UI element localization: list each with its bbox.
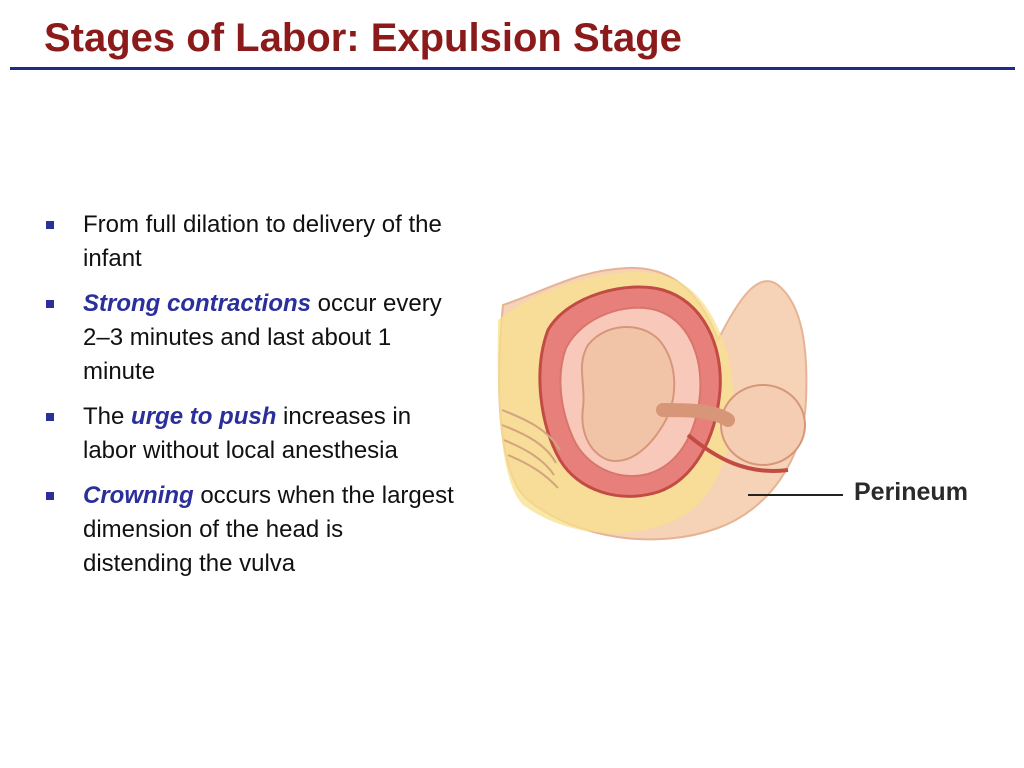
square-bullet-icon	[46, 221, 54, 229]
bullet-item	[46, 400, 456, 468]
bullet-item	[46, 208, 456, 276]
title-divider	[10, 67, 1015, 70]
slide-title: Stages of Labor: Expulsion Stage	[44, 16, 682, 60]
fetus-head	[721, 385, 805, 465]
bullet-item	[46, 479, 456, 581]
square-bullet-icon	[46, 413, 54, 421]
bullet-prefix: The	[83, 403, 132, 430]
bullet-item	[46, 287, 456, 389]
bullet-text: From full dilation to delivery of the infant	[83, 211, 442, 272]
square-bullet-icon	[46, 492, 54, 500]
bullet-emphasis: Crowning	[83, 482, 194, 509]
bullet-text: occur every 2–3 minutes and last about 1 minute	[83, 290, 442, 385]
bullet-text: increases in labor without local anesthesia	[83, 403, 412, 464]
bullet-text: occurs when the largest dimension of the head is distending the vulva	[83, 482, 454, 577]
perineum-label: Perineum	[854, 478, 968, 506]
bullet-emphasis: urge to push	[131, 403, 277, 430]
bullet-list	[46, 208, 456, 592]
bullet-emphasis: Strong contractions	[83, 290, 312, 317]
square-bullet-icon	[46, 300, 54, 308]
labor-anatomy-illustration	[488, 260, 998, 560]
